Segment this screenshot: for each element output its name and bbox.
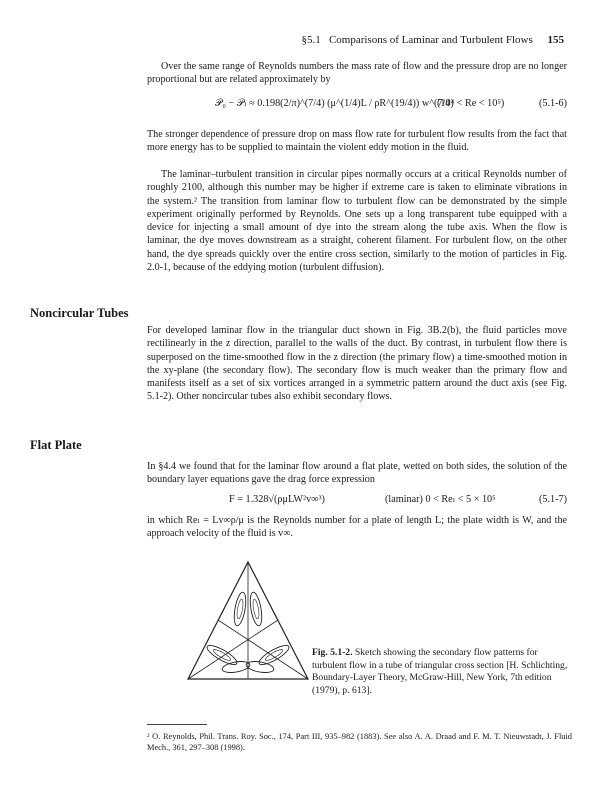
figure-caption-text: Sketch showing the secondary flow patterns for turbulent flow in a tube of triangular cross section [H. Schlichting, Boundary-Layer Theory, McGraw-Hill, New York, 7th edition (1979), p. 613]. <box>312 647 568 696</box>
equation-5-1-6-expression: 𝒫₀ − 𝒫ₗ ≈ 0.198(2/π)^(7/4) (μ^(1/4)L / ρR^(19/4)) w^(7/4) <box>215 98 454 109</box>
heading-noncircular-tubes: Noncircular Tubes <box>30 306 129 320</box>
paragraph-2-text: The stronger dependence of pressure drop on mass flow rate for turbulent flow results from the fact that more energy has to be supplied to maintain the violent eddy motion in the fluid. <box>147 129 567 154</box>
paragraph-6-text: in which Reₗ = Lv∞ρ/μ is the Reynolds number for a plate of length L; the plate width is W, and the approach velocity of the fluid is v∞. <box>147 515 567 540</box>
vortex-4 <box>257 642 291 668</box>
section-number: §5.1 <box>301 34 321 46</box>
paragraph-5-text: In §4.4 we found that for the laminar flow around a flat plate, wetted on both sides, the solution of the boundary layer equations gave the drag force expression <box>147 461 567 486</box>
page-number: 155 <box>547 34 564 46</box>
triangular-duct-figure <box>184 559 312 684</box>
bisector-line-3 <box>218 620 308 679</box>
paragraph-3-text: The laminar–turbulent transition in circular pipes normally occurs at a critical Reynolds number of roughly 2100, although this number may be higher if extreme care is taken to eliminate vibrations in the system.² The transition from laminar flow to turbulent flow can be demonstrated by the simple experiment originally performed by Reynolds. One sets up a long transparent tube equipped with a device for injecting a small amount of dye into the stream along the tube axis. When the flow is laminar, the dye moves downstream as a straight, coherent filament. For turbulent flow, on the other hand, the dye spreads quickly over the entire cross section, similarly to the motion of particles in Fig. 2.0-1, because of the eddying motion (turbulent diffusion). <box>147 169 567 274</box>
footnote-rule <box>147 724 207 725</box>
equation-5-1-7-range: (laminar) 0 < Reₗ < 5 × 10⁵ <box>385 494 496 505</box>
paragraph-1 <box>147 60 567 87</box>
vortex-inner-3 <box>212 648 232 662</box>
running-header <box>301 34 564 46</box>
paragraph-4 <box>147 324 567 404</box>
equation-5-1-7-number: (5.1-7) <box>538 494 567 505</box>
equation-5-1-7-expression: F = 1.328√(ρμLW²v∞³) <box>229 494 325 505</box>
vortex-inner-2 <box>252 599 260 620</box>
vortex-1 <box>232 591 248 626</box>
equation-5-1-6-number: (5.1-6) <box>538 98 567 109</box>
paragraph-4-text: For developed laminar flow in the triangular duct shown in Fig. 3B.2(b), the fluid particles move rectilinearly in the z direction, parallel to the walls of the duct. By contrast, in turbulent flow there is superposed on the time-smoothed flow in the z direction (the primary flow) a time-smoothed motion in the xy-plane (the secondary flow). The secondary flow is much weaker than the primary flow and manifests itself as a set of six vortices arranged in a symmetric pattern around the duct axis (see Fig. 5.1-2). Other noncircular tubes also exhibit secondary flows. <box>147 325 567 403</box>
paragraph-1-text: Over the same range of Reynolds numbers the mass rate of flow and the pressure drop are no longer proportional but are related approximately by <box>147 61 567 86</box>
vortex-5 <box>221 660 250 675</box>
vortex-2 <box>248 591 264 626</box>
vortex-inner-1 <box>236 599 244 620</box>
equation-5-1-6-range: (10⁴ < Re < 10⁵) <box>437 98 505 109</box>
paragraph-3 <box>147 168 567 274</box>
paragraph-5 <box>147 460 567 487</box>
footnote: ² O. Reynolds, Phil. Trans. Roy. Soc., 174, Part III, 935–982 (1883). See also A. A. Draad and F. M. T. Nieuwstadt, J. Fluid Mech., 361, 297–308 (1998). <box>147 732 572 752</box>
paragraph-2 <box>147 128 567 155</box>
header-title: Comparisons of Laminar and Turbulent Flows <box>328 34 533 46</box>
vortex-inner-4 <box>264 648 284 662</box>
vortex-6 <box>245 660 274 675</box>
paragraph-6 <box>147 514 567 541</box>
vortex-3 <box>205 642 239 668</box>
figure-label: Fig. 5.1-2. <box>312 647 353 658</box>
figure-caption <box>312 647 572 697</box>
bisector-line-2 <box>188 620 278 679</box>
heading-flat-plate: Flat Plate <box>30 438 82 452</box>
